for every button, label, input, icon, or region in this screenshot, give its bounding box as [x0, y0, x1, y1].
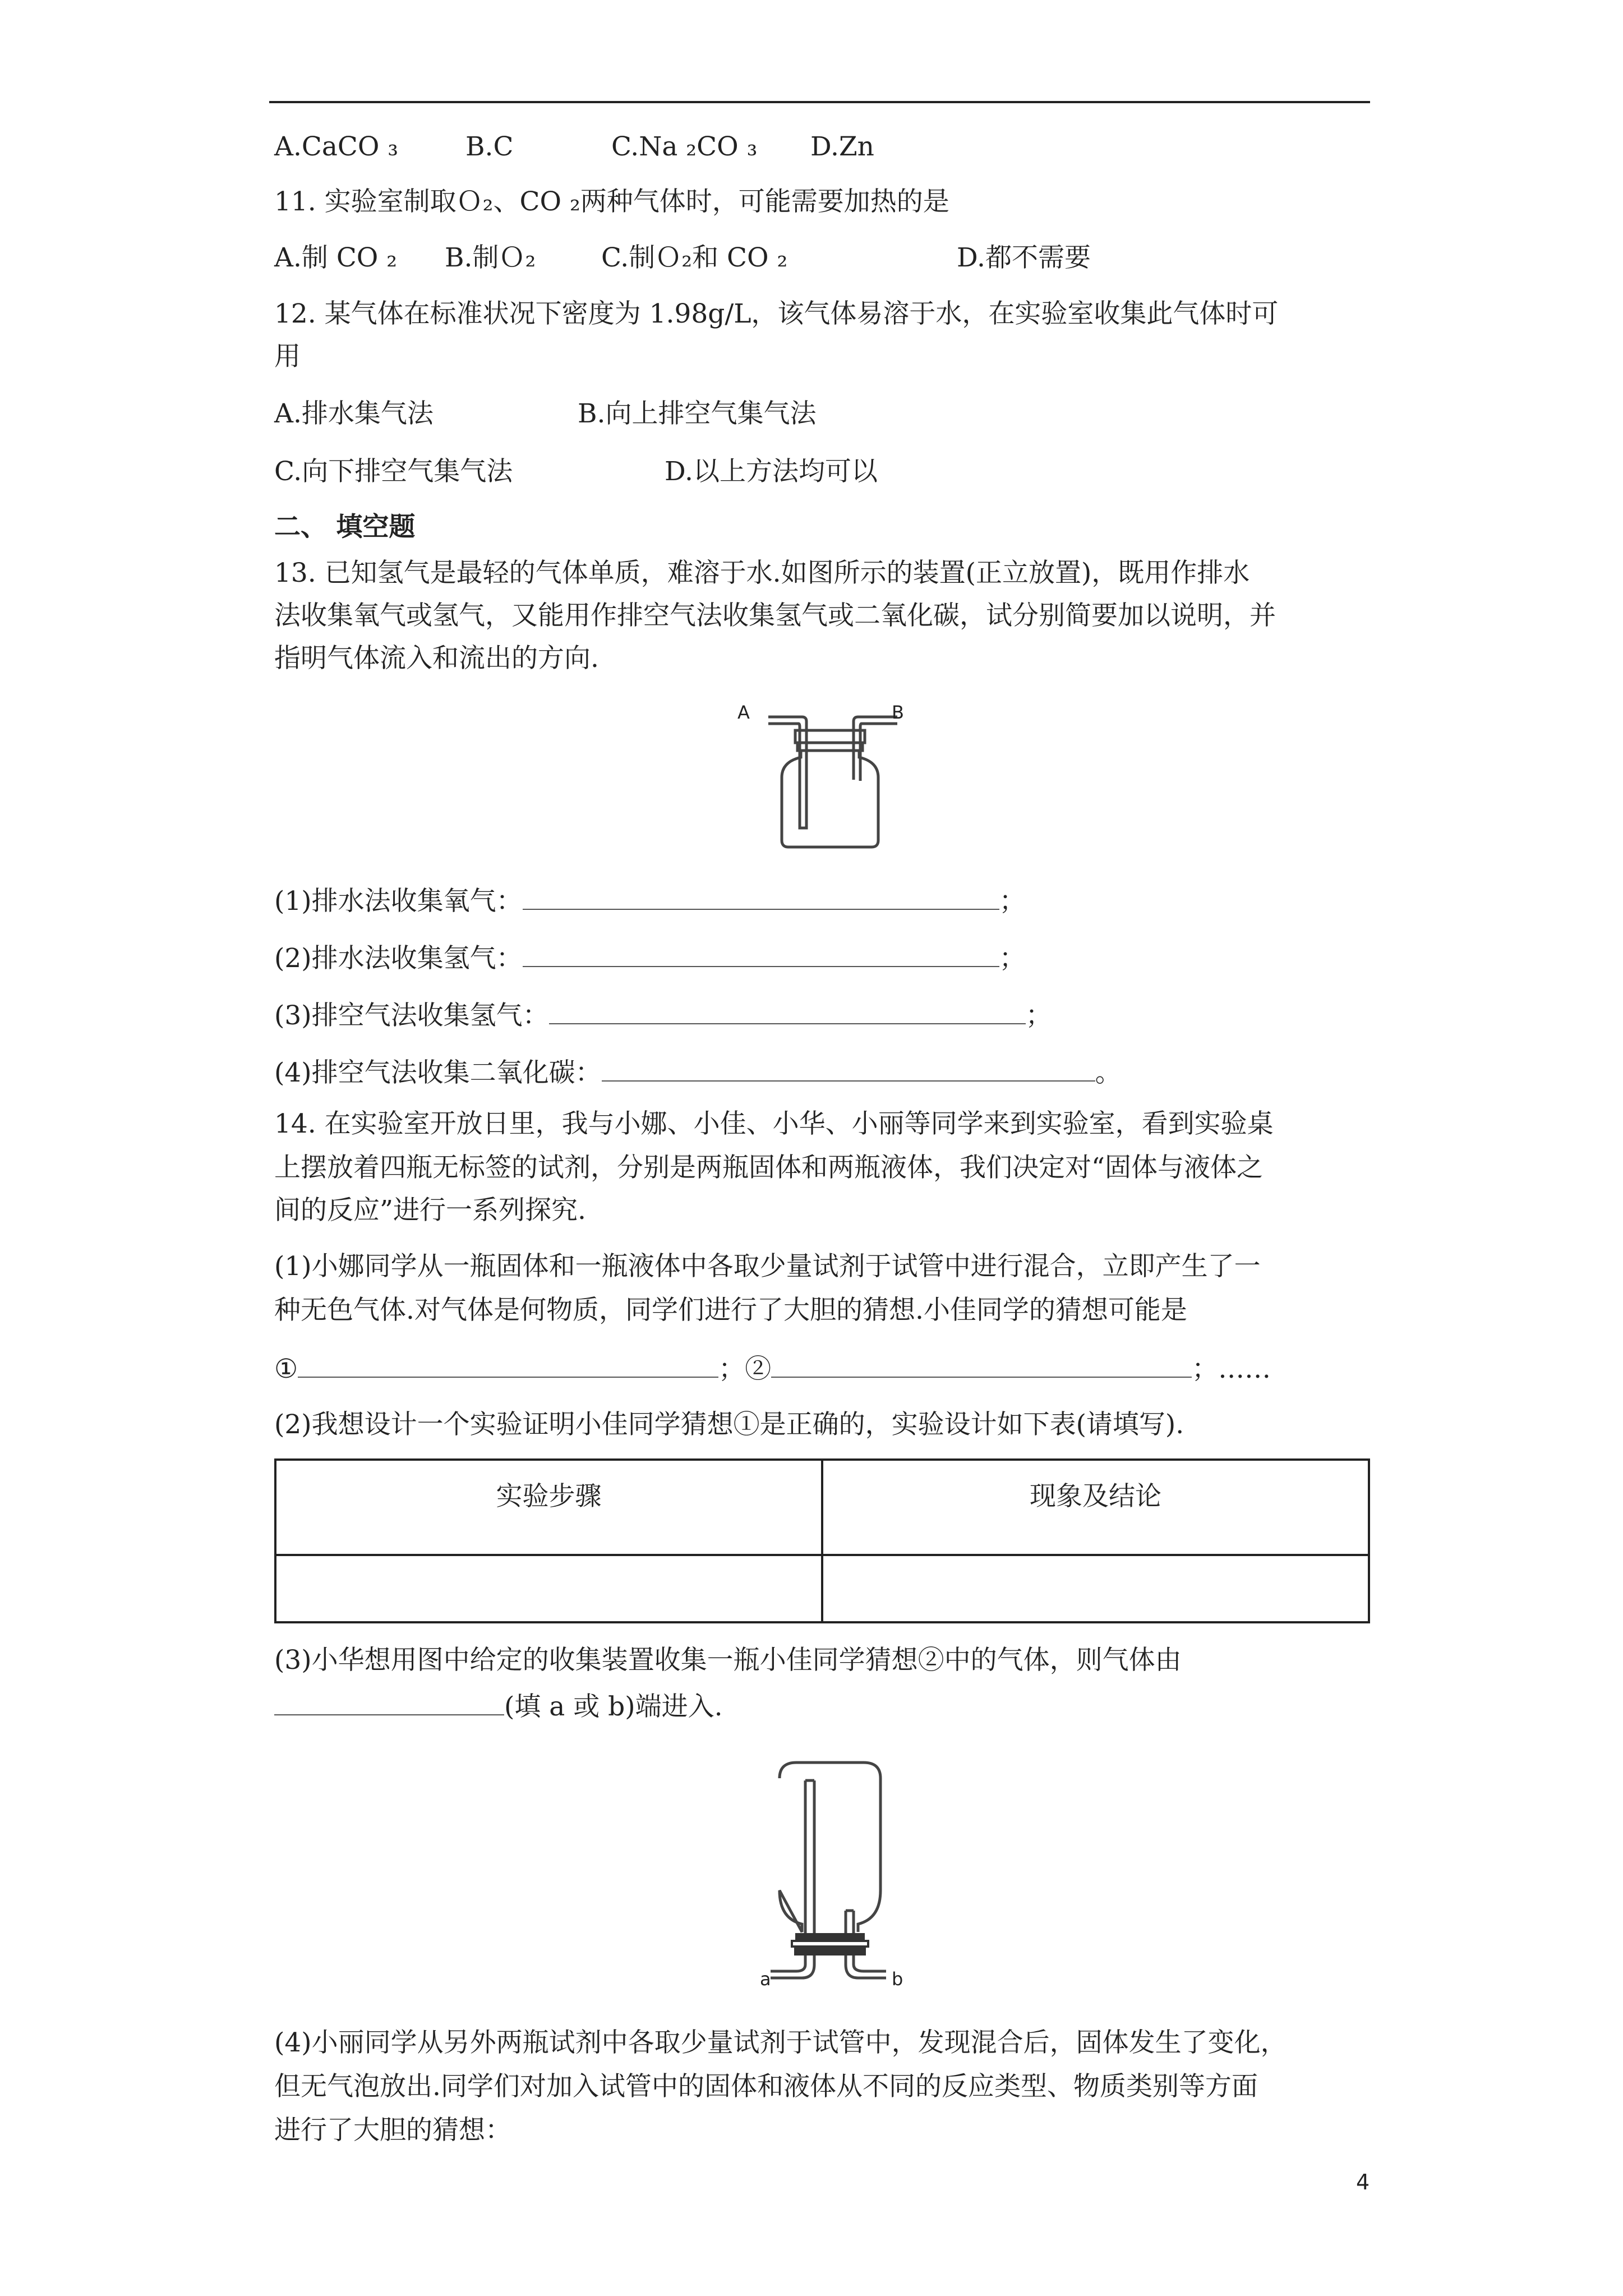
figure1-label-b: B: [892, 702, 904, 723]
guess1-blank[interactable]: [298, 1352, 718, 1378]
q10-option-a: A.CaCO ₃: [274, 131, 399, 162]
q14-line2: 上摆放着四瓶无标签的试剂，分别是两瓶固体和两瓶液体，我们决定对“固体与液体之: [274, 1152, 1264, 1183]
q11-option-a: A.制 CO ₂: [274, 242, 398, 273]
table-header-row: [275, 1460, 1369, 1555]
q14-line3: 间的反应”进行一系列探究.: [274, 1195, 586, 1226]
q11-option-b: B.制Ｏ₂: [445, 242, 536, 273]
q12-stem-line2: 用: [274, 341, 301, 372]
table-cell-result[interactable]: [822, 1555, 1369, 1622]
inlet-blank[interactable]: [274, 1690, 504, 1715]
q12-option-d: D.以上方法均可以: [665, 456, 878, 487]
q11-option-d: D.都不需要: [957, 242, 1091, 273]
q13-sub3-label: (3)排空气法收集氢气：: [274, 1000, 549, 1031]
q14-p1-line1: (1)小娜同学从一瓶固体和一瓶液体中各取少量试剂于试管中进行混合，立即产生了一: [274, 1251, 1261, 1282]
q13-sub2: [274, 941, 1026, 976]
q13-line3: 指明气体流入和流出的方向.: [274, 643, 599, 674]
q13-sub4-label: (4)排空气法收集二氧化碳：: [274, 1057, 602, 1088]
section-heading: 二、 填空题: [274, 512, 416, 542]
header-rule: [269, 101, 1370, 103]
q13-sub1-label: (1)排水法收集氧气：: [274, 886, 523, 917]
q14-p3-line2: [274, 1690, 723, 1724]
q14-p3-text: (填 a 或 b)端进入.: [504, 1691, 723, 1722]
q13-sub2-end: ；: [999, 943, 1026, 974]
q12-option-c: C.向下排空气集气法: [274, 456, 513, 487]
answer-blank[interactable]: [523, 941, 999, 967]
guess-end: ；……: [1192, 1354, 1271, 1384]
q10-option-b: B.C: [465, 131, 514, 162]
q10-option-c: C.Na ₂CO ₃: [611, 131, 758, 162]
q13-sub3-end: ；: [1025, 1000, 1052, 1031]
q13-sub4: [274, 1056, 1122, 1090]
table-header-result: 现象及结论: [822, 1460, 1369, 1555]
answer-blank[interactable]: [549, 999, 1026, 1024]
q11-stem: 11. 实验室制取Ｏ₂、CO ₂两种气体时，可能需要加热的是: [274, 186, 949, 217]
q14-p1-line2: 种无色气体.对气体是何物质，同学们进行了大胆的猜想.小佳同学的猜想可能是: [274, 1295, 1187, 1326]
table-header-steps: 实验步骤: [275, 1460, 822, 1555]
q14-p4-line3: 进行了大胆的猜想：: [274, 2115, 511, 2146]
guess2-blank[interactable]: [771, 1352, 1192, 1378]
guess-separator: ；②: [718, 1354, 772, 1384]
inverted-gas-bottle-figure: [746, 1756, 914, 1991]
answer-blank[interactable]: [602, 1056, 1095, 1082]
page-number: 4: [1356, 2170, 1370, 2194]
table-cell-steps[interactable]: [275, 1555, 822, 1622]
q14-p2: (2)我想设计一个实验证明小佳同学猜想①是正确的，实验设计如下表(请填写).: [274, 1409, 1184, 1440]
answer-blank[interactable]: [523, 884, 999, 910]
q13-sub4-end: 。: [1095, 1057, 1122, 1088]
q12-stem-line1: 12. 某气体在标准状况下密度为 1.98g/L，该气体易溶于水，在实验室收集此气体时可: [274, 298, 1279, 329]
q13-sub1-end: ；: [999, 886, 1026, 917]
figure2-label-b: b: [892, 1968, 903, 1990]
guess1-marker: ①: [274, 1354, 298, 1384]
q13-line2: 法收集氧气或氢气，又能用作排空气法收集氢气或二氧化碳，试分别简要加以说明，并: [274, 600, 1276, 631]
q13-sub2-label: (2)排水法收集氢气：: [274, 943, 523, 974]
q13-line1: 13. 已知氢气是最轻的气体单质，难溶于水.如图所示的装置(正立放置)，既用作排水: [274, 558, 1250, 588]
q14-p4-line1: (4)小丽同学从另外两瓶试剂中各取少量试剂于试管中，发现混合后，固体发生了变化，: [274, 2027, 1287, 2058]
q14-guesses: [274, 1352, 1271, 1386]
figure2-label-a: a: [760, 1968, 771, 1990]
experiment-table: [274, 1458, 1370, 1623]
figure1-label-a: A: [737, 702, 750, 723]
q13-sub3: [274, 999, 1052, 1033]
q13-sub1: [274, 884, 1026, 918]
q12-option-a: A.排水集气法: [274, 398, 434, 429]
table-row: [275, 1555, 1369, 1622]
q14-p3-line1: (3)小华想用图中给定的收集装置收集一瓶小佳同学猜想②中的气体，则气体由: [274, 1645, 1182, 1676]
q11-option-c: C.制Ｏ₂和 CO ₂: [601, 242, 788, 273]
q14-line1: 14. 在实验室开放日里，我与小娜、小佳、小华、小丽等同学来到实验室，看到实验桌: [274, 1108, 1274, 1139]
q14-p4-line2: 但无气泡放出.同学们对加入试管中的固体和液体从不同的反应类型、物质类别等方面: [274, 2071, 1258, 2102]
q12-option-b: B.向上排空气集气法: [578, 398, 817, 429]
q10-option-d: D.Zn: [810, 131, 874, 162]
